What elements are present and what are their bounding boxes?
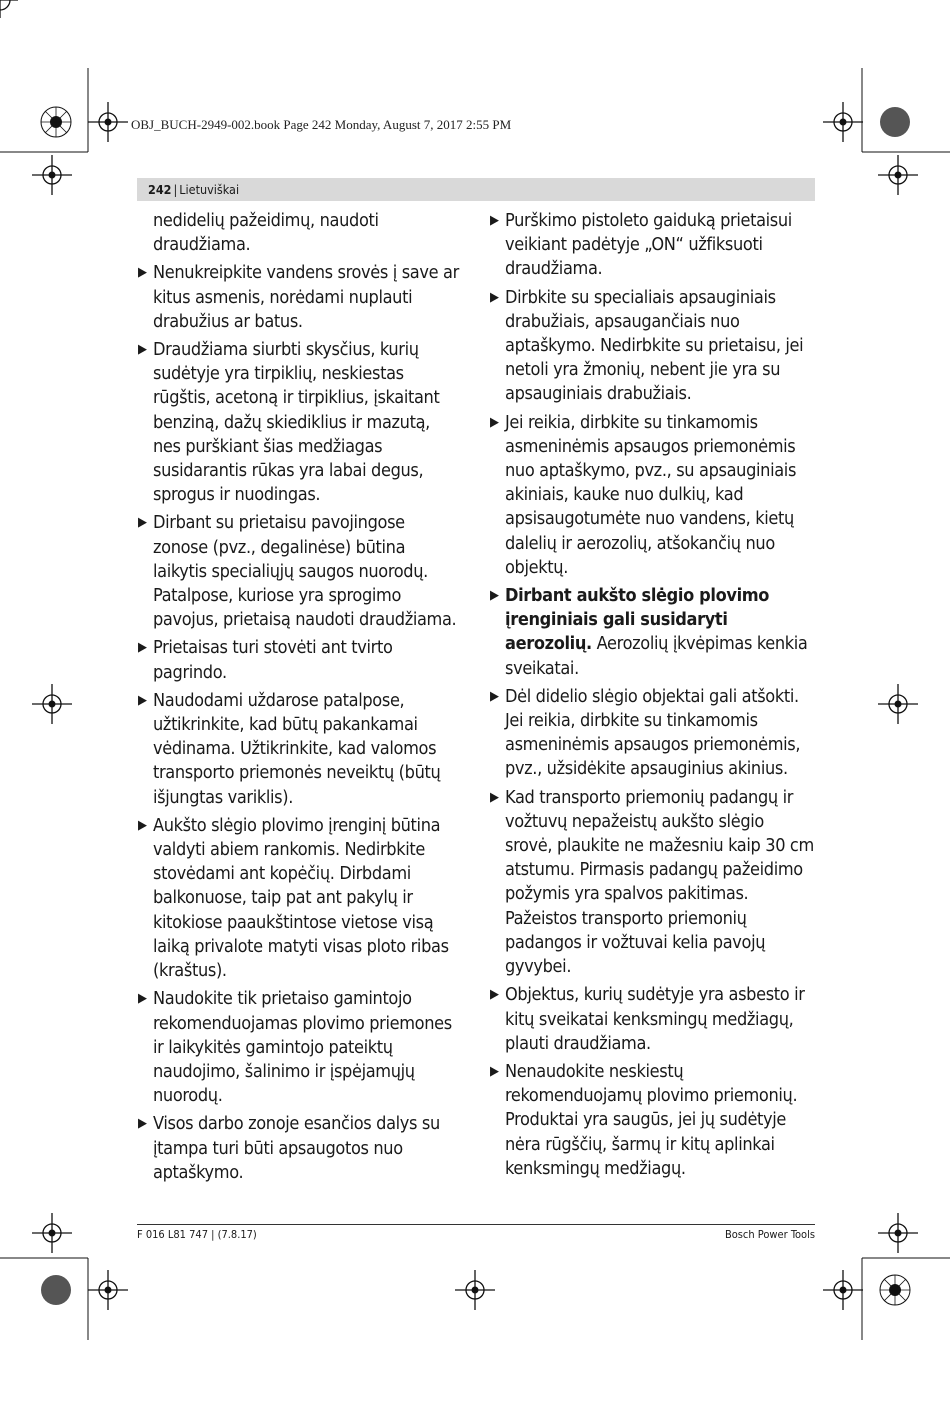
warning-rest-text: Aerozolių įkvėpimas kenkia sveikatai. [505,633,808,679]
list-item [489,786,814,980]
footer-rule [137,1224,815,1225]
list-item [489,983,814,1056]
list-item [489,209,814,282]
bullet-icon: ▶ [138,692,147,708]
bullet-icon: ▶ [490,289,499,305]
list-item-text: Aukšto slėgio plovimo įrenginį būtina valdyti abiem rankomis. Nedirbkite stovėdami ant kopėčių. Dirbdami balkonuose, taip pat ant pakylų ir kitokiose paaukštintose vietose visą laiką privalote matyti visas ploto ribas (kraštus). [153,814,449,982]
list-item-text: Nenukreipkite vandens srovės į save ar kitus asmenis, norėdami nuplauti drabužius ar batus. [153,262,459,332]
list-item [137,261,462,334]
header-separator: | [173,182,178,197]
bullet-icon: ▶ [490,213,499,228]
print-slug: OBJ_BUCH-2949-002.book Page 242 Monday, August 7, 2017 2:55 PM [131,117,512,132]
bullet-icon: ▶ [490,688,499,704]
list-item-text: Dirbant su prietaisu pavojingose zonose (pvz., degalinėse) būtina laikytis specialiųjų saugos nuorodų. Patalpose, kuriose yra sprogimo pavojus, prietaisą naudoti draudžiama. [153,512,457,631]
list-item-text: Naudokite tik prietaiso gamintojo rekomenduojamas plovimo priemones ir laikykitės gamintojo pateiktų naudojimo, šalinimo ir įspėjamųjų nuorodų. [153,988,452,1107]
list-item [489,411,814,580]
list-item-text: Visos darbo zonoje esančios dalys su įtampa turi būti apsaugotos nuo aptaškymo. [153,1113,440,1183]
bullet-icon: ▶ [138,515,147,531]
bullet-icon: ▶ [138,342,147,358]
list-item [489,1060,814,1181]
list-item-text: Dėl didelio slėgio objektai gali atšokti. Jei reikia, dirbkite su tinkamomis asmeninėmis apsaugos priemonėmis, pvz., užsidėkite apsauginius akinius. [505,685,801,780]
list-item-text: Objektus, kurių sudėtyje yra asbesto ir kitų sveikatai kenksmingų medžiagų, plauti draudžiama. [505,984,805,1054]
bullet-icon: ▶ [138,817,147,833]
warning-bold-text: Dirbant aukšto slėgio plovimo įrenginiais gali susidaryti aerozolių. [505,585,770,655]
right-column [489,209,814,1185]
bullet-icon: ▶ [490,588,499,604]
bullet-icon: ▶ [138,640,147,656]
list-item [137,636,462,684]
list-item [489,685,814,782]
list-item [137,338,462,507]
footer-doc-number: F 016 L81 747 | (7.8.17) [137,1228,257,1241]
list-item-text: Draudžiama siurbti skysčius, kurių sudėtyje yra tirpiklių, neskiestas rūgštis, acetoną ir tirpiklius, įskaitant benziną, dažų skiediklius ir mazutą, nes purškiant šias medžiagas susidarantis rūkas yra labai degus, sprogus ir nuodingas. [153,339,440,506]
bullet-icon: ▶ [138,265,147,281]
list-item-text: Nenaudokite neskiestų rekomenduojamų plovimo priemonių. Produktai yra saugūs, jei jų sudėtyje nėra rūgščių, šarmų ir kitų aplinkai kenksmingų medžiagų. [505,1060,798,1179]
bullet-icon: ▶ [490,1063,499,1079]
page-header [137,178,815,201]
page-number: 242 [148,182,172,197]
list-item [137,1112,462,1185]
continuation-text: nedidelių pažeidimų, naudoti draudžiama. [153,210,379,256]
bullet-icon: ▶ [138,1116,147,1132]
list-item-text: Purškimo pistoleto gaiduką prietaisui veikiant padėtyje „ON“ užfiksuoti draudžiama. [505,210,792,280]
bullet-icon: ▶ [490,987,499,1003]
list-item [137,987,462,1108]
list-item-text: Jei reikia, dirbkite su tinkamomis asmeninėmis apsaugos priemonėmis nuo aptaškymo, pvz., su apsauginiais akiniais, kauke nuo dulkių, kad apsisaugotumėte nuo vandens, kietų dalelių ir aerozolių, atšokančių nuo objektų. [505,411,797,578]
bullet-icon: ▶ [490,414,499,430]
list-item-text: Kad transporto priemonių padangų ir vožtuvų nepažeistų aukšto slėgio srovė, plaukite ne mažesniu kaip 30 cm atstumu. Pirmasis padangų pažeidimo požymis yra spalvos pakitimas. Pažeistos transporto priemonių padangos ir vožtuvai kelia pavojų gyvybei. [505,786,814,978]
list-item-text: Prietaisas turi stovėti ant tvirto pagrindo. [153,637,393,683]
list-item [137,511,462,632]
footer-brand: Bosch Power Tools [724,1228,815,1241]
left-column [137,209,462,1189]
bullet-icon: ▶ [138,991,147,1007]
list-item [137,689,462,810]
list-item-text: Naudodami uždarose patalpose, užtikrinkite, kad būtų pakankamai vėdinama. Užtikrinkite, kad valomos transporto priemonės neveiktų (būtų išjungtas variklis). [153,689,441,808]
list-item [137,814,462,983]
list-item-warning [489,584,814,681]
language-label: Lietuviškai [179,182,240,197]
list-item-text: Dirbkite su specialiais apsauginiais drabužiais, apsaugančiais nuo aptaškymo. Nedirbkite su prietaisu, jei netoli yra žmonių, nebent jie yra su apsauginiais drabužiais. [505,286,804,405]
bullet-icon: ▶ [490,789,499,805]
list-item [489,286,814,407]
